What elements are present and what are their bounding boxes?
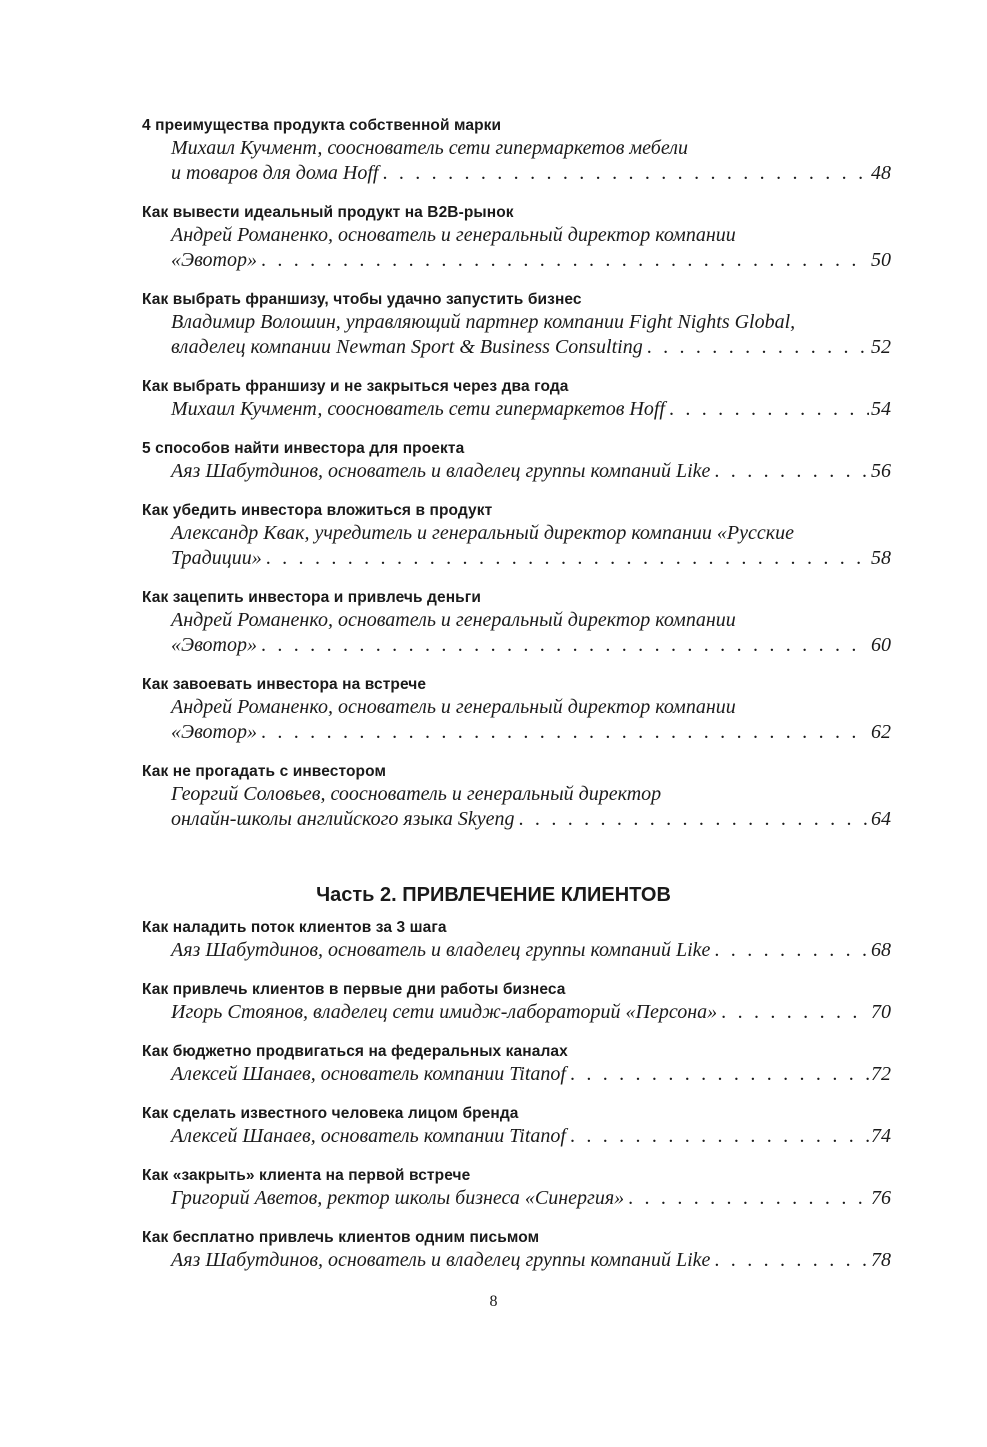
dot-leader (714, 938, 869, 963)
toc-entry[interactable] (142, 762, 891, 832)
toc-entry-page-number: 78 (871, 1249, 891, 1271)
toc-entry-title: Как сделать известного человека лицом бренда (142, 1105, 519, 1122)
toc-entry-leader-line (142, 161, 891, 186)
toc-entry-leader-line (142, 1000, 891, 1025)
toc-entry-page-number: 60 (871, 634, 891, 656)
toc-entry-author-line: Андрей Романенко, основатель и генеральный директор компании (171, 609, 736, 631)
toc-entry-author: Аяз Шабутдинов, основатель и владелец группы компаний Like (171, 460, 711, 482)
toc-entry-page-number: 62 (871, 721, 891, 743)
toc-entry-author: Михаил Кучмент, сооснователь сети гипермаркетов Hoff (171, 398, 665, 420)
toc-entry-author-line: Владимир Волошин, управляющий партнер компании Fight Nights Global, (171, 311, 796, 333)
toc-entry-leader-line (142, 248, 891, 273)
toc-entry-author: и товаров для дома Hoff (171, 162, 379, 184)
toc-entry-title: 5 способов найти инвестора для проекта (142, 440, 465, 457)
dot-leader (570, 1062, 869, 1087)
toc-entry[interactable] (142, 439, 891, 484)
toc-entry-page-number: 56 (871, 460, 891, 482)
toc-entry-leader-line (142, 459, 891, 484)
toc-entry-leader-line (142, 1124, 891, 1149)
toc-entry-page-number: 74 (871, 1125, 891, 1147)
toc-entry[interactable] (142, 1166, 891, 1211)
toc-entry-title: Как убедить инвестора вложиться в продукт (142, 502, 493, 519)
page-number: 8 (489, 1293, 498, 1310)
toc-entry-page-number: 50 (871, 249, 891, 271)
toc-entry-page-number: 70 (871, 1001, 891, 1023)
toc-entry-author: владелец компании Newman Sport & Business Consulting (171, 336, 643, 358)
toc-entry-title: Как бесплатно привлечь клиентов одним письмом (142, 1229, 540, 1246)
toc-entry-title: Как зацепить инвестора и привлечь деньги (142, 589, 481, 606)
dot-leader (261, 633, 869, 658)
toc-entry-author: онлайн-школы английского языка Skyeng (171, 808, 515, 830)
toc-entry[interactable] (142, 1228, 891, 1273)
toc-entry[interactable] (142, 377, 891, 422)
dot-leader (714, 459, 869, 484)
dot-leader (669, 397, 869, 422)
toc-entry[interactable] (142, 116, 891, 186)
toc-entry-leader-line (142, 633, 891, 658)
toc-entry-page-number: 48 (871, 162, 891, 184)
toc-entry-title: Как не прогадать с инвестором (142, 763, 387, 780)
toc-entry[interactable] (142, 203, 891, 273)
toc-entry-page-number: 54 (871, 398, 891, 420)
toc-entry-page-number: 64 (871, 808, 891, 830)
toc-entry-page-number: 72 (871, 1063, 891, 1085)
toc-entry-author: Игорь Стоянов, владелец сети имидж-лабораторий «Персона» (171, 1001, 718, 1023)
dot-leader (628, 1186, 869, 1211)
toc-entry-leader-line (142, 720, 891, 745)
dot-leader (570, 1124, 869, 1149)
toc-entry[interactable] (142, 290, 891, 360)
toc-section-2 (142, 918, 891, 1273)
toc-entry-leader-line (142, 938, 891, 963)
toc-entry[interactable] (142, 501, 891, 571)
toc-entry-author: «Эвотор» (171, 249, 257, 271)
toc-entry-title: Как завоевать инвестора на встрече (142, 676, 427, 693)
toc-entry-author: Григорий Аветов, ректор школы бизнеса «Синергия» (171, 1187, 625, 1209)
toc-entry-title: Как вывести идеальный продукт на B2B-рынок (142, 204, 514, 221)
toc-entry-title: Как бюджетно продвигаться на федеральных каналах (142, 1043, 568, 1060)
toc-entry-leader-line (142, 397, 891, 422)
toc-entry-title: 4 преимущества продукта собственной марки (142, 117, 502, 134)
dot-leader (261, 248, 869, 273)
toc-entry-leader-line (142, 1062, 891, 1087)
toc-entry-leader-line (142, 335, 891, 360)
toc-entry-author: Алексей Шанаев, основатель компании Titanof (171, 1063, 566, 1085)
toc-entry-author: Аяз Шабутдинов, основатель и владелец группы компаний Like (171, 1249, 711, 1271)
toc-entry-author-line: Андрей Романенко, основатель и генеральный директор компании (171, 224, 736, 246)
toc-entry[interactable] (142, 588, 891, 658)
dot-leader (647, 335, 869, 360)
toc-entry-author: Алексей Шанаев, основатель компании Titanof (171, 1125, 566, 1147)
toc-entry-leader-line (142, 1186, 891, 1211)
dot-leader (519, 807, 869, 832)
toc-entry-author-line: Александр Квак, учредитель и генеральный директор компании «Русские (171, 522, 794, 544)
toc-entry-author: Традиции» (171, 547, 262, 569)
dot-leader (266, 546, 869, 571)
toc-entry-author: «Эвотор» (171, 721, 257, 743)
toc-entry-author-line: Георгий Соловьев, сооснователь и генеральный директор (171, 783, 662, 805)
toc-entry-author-line: Андрей Романенко, основатель и генеральный директор компании (171, 696, 736, 718)
toc-entry-page-number: 68 (871, 939, 891, 961)
toc-entry[interactable] (142, 675, 891, 745)
toc-entry[interactable] (142, 918, 891, 963)
toc-entry-leader-line (142, 546, 891, 571)
toc-entry-author: «Эвотор» (171, 634, 257, 656)
toc-entry[interactable] (142, 1104, 891, 1149)
dot-leader (721, 1000, 869, 1025)
toc-entry-leader-line (142, 1248, 891, 1273)
toc-entry-page-number: 58 (871, 547, 891, 569)
toc-entry-title: Как выбрать франшизу, чтобы удачно запустить бизнес (142, 291, 582, 308)
dot-leader (261, 720, 869, 745)
toc-entry[interactable] (142, 1042, 891, 1087)
toc-entry-title: Как «закрыть» клиента на первой встрече (142, 1167, 471, 1184)
toc-entry-title: Как выбрать франшизу и не закрыться через два года (142, 378, 569, 395)
toc-section-1 (142, 116, 891, 832)
toc-entry-leader-line (142, 807, 891, 832)
toc-entry-title: Как привлечь клиентов в первые дни работы бизнеса (142, 981, 566, 998)
toc-entry-page-number: 52 (871, 336, 891, 358)
toc-entry-page-number: 76 (871, 1187, 891, 1209)
dot-leader (714, 1248, 869, 1273)
toc-entry-author: Аяз Шабутдинов, основатель и владелец группы компаний Like (171, 939, 711, 961)
toc-entry-title: Как наладить поток клиентов за 3 шага (142, 919, 447, 936)
dot-leader (382, 161, 869, 186)
toc-entry-author-line: Михаил Кучмент, сооснователь сети гипермаркетов мебели (171, 137, 688, 159)
toc-entry[interactable] (142, 980, 891, 1025)
part-heading: Часть 2. ПРИВЛЕЧЕНИЕ КЛИЕНТОВ (316, 884, 671, 906)
